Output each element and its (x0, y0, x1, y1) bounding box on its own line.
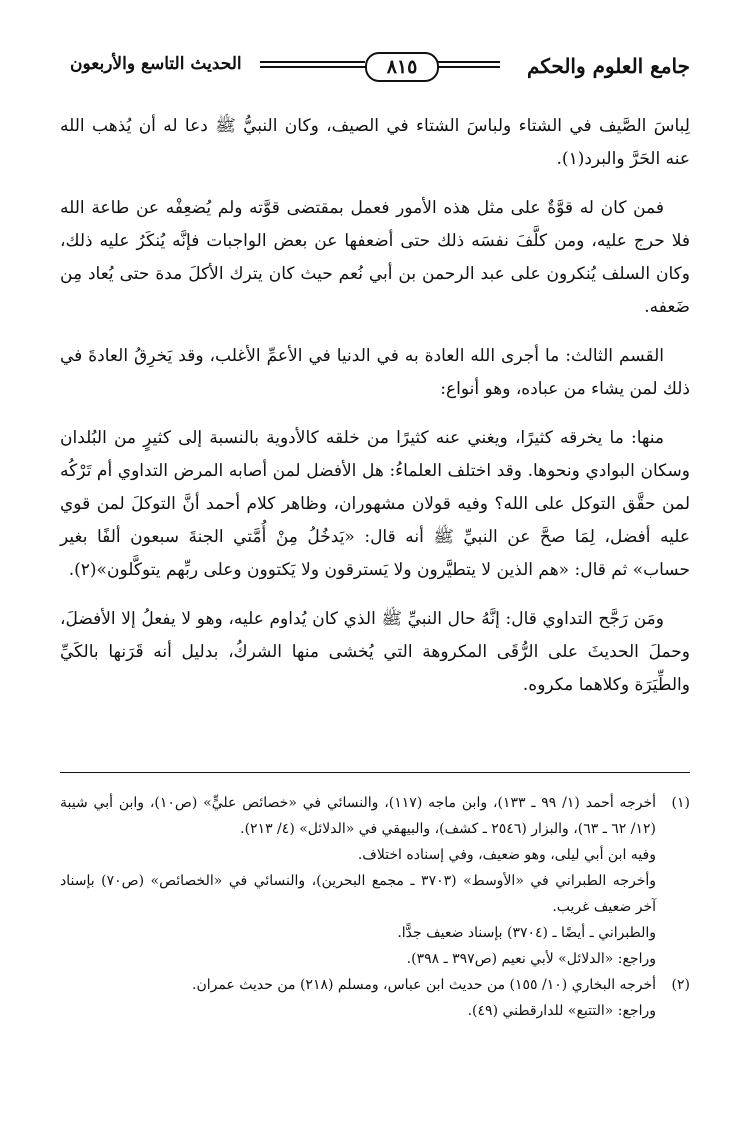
paragraph: القسم الثالث: ما أجرى الله العادة به في الدنيا في الأعمِّ الأغلب، وقد يَخرِقُ العادةَ في ذلك لمن يشاء من عباده، وهو أنواع: (60, 346, 690, 399)
chapter-title: الحديث التاسع والأربعون (70, 54, 242, 74)
main-text (60, 110, 690, 718)
footnote-number: (١) (671, 795, 690, 811)
footnote-2 (60, 972, 690, 1024)
footnote-line: وأخرجه الطبراني في «الأوسط» (٣٧٠٣ ـ مجمع البحرين)، والنسائي في «الخصائص» (ص٧٠) بإسناد آخر ضعيف غريب. (60, 873, 656, 915)
book-title: جامع العلوم والحكم (527, 54, 690, 78)
footnote-line: أخرجه أحمد (١/ ٩٩ ـ ١٣٣)، وابن ماجه (١١٧)، والنسائي في «خصائص عليٍّ» (ص١٠)، وابن أبي شيبة (١٢/ ٦٢ ـ ٦٣)، والبزار (٢٥٤٦ ـ كشف)، والبيهقي في «الدلائل» (٤/ ٢١٣). (60, 795, 656, 837)
footnote-line: وراجع: «الدلائل» لأبي نعيم (ص٣٩٧ ـ ٣٩٨). (406, 951, 656, 967)
paragraph: منها: ما يخرقه كثيرًا، ويغني عنه كثيرًا من خلقه كالأدوية بالنسبة إلى كثيرٍ من البُلدان وسكان البوادي ونحوها. وقد اختلف العلماءُ: هل الأفضل لمن أصابه المرض التداوي أم تَرْكُه لمن حقَّق التوكل على الله؟ وفيه قولان مشهوران، وظاهر كلام أحمد أنَّ التوكلَ لمن قوي عليه أفضل، لِمَا صحَّ عن النبيِّ ﷺ أنه قال: «يَدخُلُ مِنْ أُمَّتي الجنةَ سبعون ألفًا بغير حساب» ثم قال: «هم الذين لا يتطيَّرون ولا يَسترقون ولا يَكتوون وعلى ربِّهم يتوكَّلون»(٢). (60, 428, 690, 580)
footnote-1 (60, 790, 690, 972)
footnote-line: وفيه ابن أبي ليلى، وهو ضعيف، وفي إسناده اختلاف. (357, 847, 656, 863)
footnotes (60, 790, 690, 1024)
paragraph: لِباسَ الصَّيف في الشتاء ولباسَ الشتاء في الصيف، وكان النبيُّ ﷺ دعا له أن يُذهب الله عنه الحَرَّ والبرد(١). (60, 116, 690, 169)
footnote-separator (60, 772, 690, 773)
paragraph: ومَن رَجَّح التداوي قال: إنَّهُ حال النبيِّ ﷺ الذي كان يُداوم عليه، وهو لا يفعلُ إلا الأفضلَ، وحملَ الحديثَ على الرُّقَى المكروهة التي يُخشى منها الشركُ، بدليل أنه قَرَنها بالكَيِّ والطِّيَرَة وكلاهما مكروه. (60, 609, 690, 695)
footnote-line: والطبراني ـ أيضًا ـ (٣٧٠٤) بإسناد ضعيف جدًّا. (397, 925, 656, 941)
page-number: ٨١٥ (365, 52, 439, 82)
header-rule (260, 61, 365, 63)
footnote-line: أخرجه البخاري (١٠/ ١٥٥) من حديث ابن عباس، ومسلم (٢١٨) من حديث عمران. (192, 977, 656, 993)
footnote-number: (٢) (671, 977, 690, 993)
footnote-line: وراجع: «التتبع» للدارقطني (٤٩). (467, 1003, 656, 1019)
paragraph: فمن كان له قوَّةٌ على مثل هذه الأمور فعمل بمقتضى قوَّته ولم يُضعِفْه عن طاعة الله فلا حرج عليه، ومن كلَّفَ نفسَه ذلك حتى أضعفها عن بعض الواجبات فإنَّه يُنكَرُ عليه ذلك، وكان السلف يُنكرون على عبد الرحمن بن أبي نُعم حيث كان يترك الأكلَ مدة حتى يُعاد مِن ضَعفه. (60, 198, 690, 317)
running-header (70, 52, 690, 82)
header-rule (260, 66, 365, 68)
